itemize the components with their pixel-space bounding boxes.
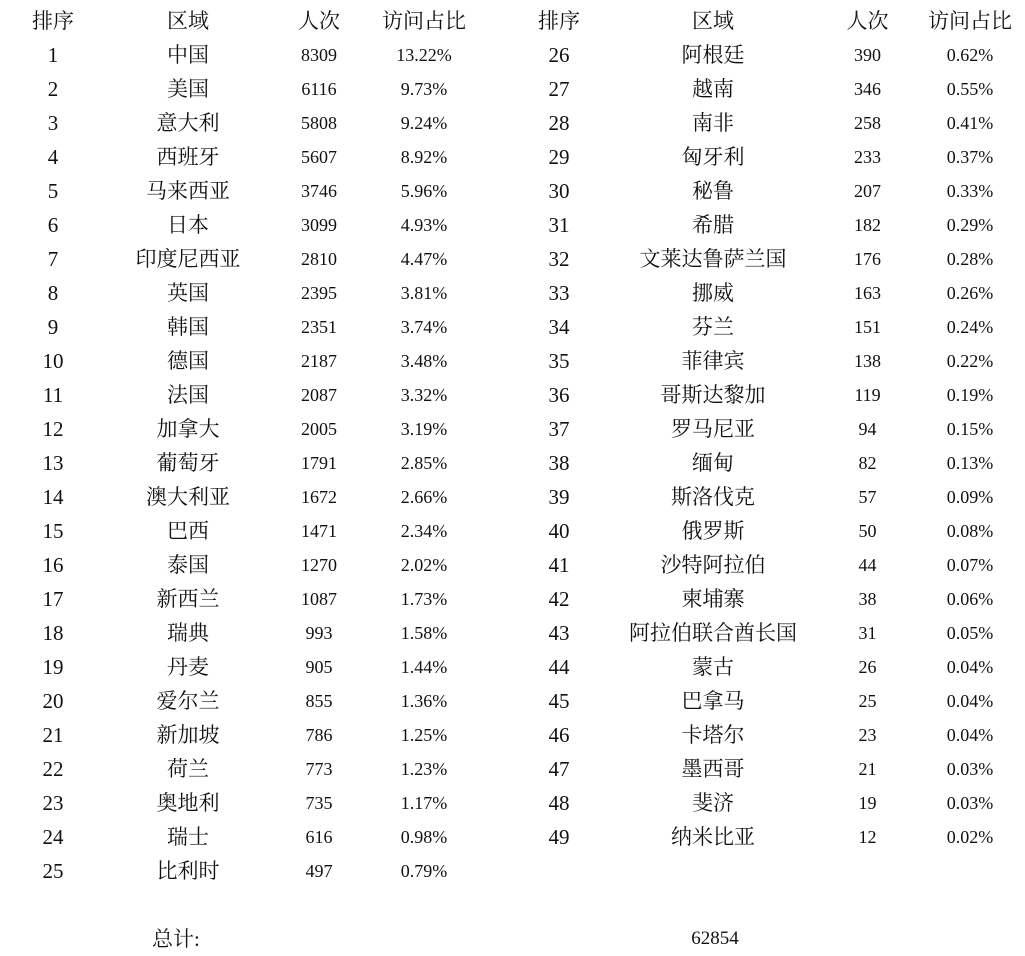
cell-share: 0.22% (946, 351, 994, 371)
cell-count: 773 (305, 759, 333, 779)
table-row (0, 820, 500, 854)
cell-share: 0.02% (946, 827, 994, 847)
cell-rank: 33 (548, 281, 570, 305)
cell-region: 中国 (167, 43, 209, 67)
cell-count: 346 (854, 79, 881, 99)
cell-count: 616 (305, 827, 333, 847)
cell-rank: 46 (548, 723, 570, 747)
table-row (0, 242, 500, 276)
left-table (0, 4, 500, 888)
table-row (505, 480, 1025, 514)
table-row (0, 106, 500, 140)
table-row (505, 446, 1025, 480)
cell-region: 马来西亚 (146, 179, 230, 203)
cell-share: 13.22% (396, 45, 452, 65)
cell-count: 2187 (301, 351, 337, 371)
cell-share: 4.93% (400, 215, 448, 235)
cell-rank: 47 (548, 757, 570, 781)
cell-share: 0.03% (946, 759, 994, 779)
table-row (505, 752, 1025, 786)
cell-count: 12 (858, 827, 877, 847)
cell-share: 0.09% (946, 487, 994, 507)
cell-rank: 48 (548, 791, 570, 815)
header-rank: 排序 (32, 9, 74, 33)
cell-count: 258 (854, 113, 881, 133)
cell-rank: 18 (42, 621, 64, 645)
cell-count: 138 (854, 351, 881, 371)
cell-region: 德国 (167, 349, 209, 373)
cell-share: 9.24% (400, 113, 448, 133)
cell-count: 57 (858, 487, 877, 507)
cell-region: 丹麦 (167, 655, 209, 679)
cell-share: 3.81% (400, 283, 448, 303)
cell-share: 5.96% (400, 181, 448, 201)
table-row (505, 344, 1025, 378)
cell-share: 0.04% (946, 725, 994, 745)
cell-region: 巴拿马 (681, 689, 745, 713)
cell-count: 207 (854, 181, 881, 201)
cell-region: 爱尔兰 (156, 689, 220, 713)
right-header-row (505, 4, 1025, 38)
cell-rank: 45 (548, 689, 570, 713)
cell-share: 1.17% (400, 793, 448, 813)
cell-rank: 3 (47, 111, 59, 135)
cell-region: 韩国 (167, 315, 209, 339)
cell-rank: 11 (42, 383, 64, 407)
cell-share: 1.44% (400, 657, 448, 677)
cell-region: 加拿大 (156, 417, 220, 441)
cell-rank: 12 (42, 417, 64, 441)
cell-region: 日本 (167, 213, 209, 237)
cell-share: 0.07% (946, 555, 994, 575)
table-row (0, 310, 500, 344)
cell-region: 文莱达鲁萨兰国 (639, 247, 787, 271)
cell-rank: 4 (47, 145, 59, 169)
cell-share: 1.25% (400, 725, 448, 745)
cell-region: 法国 (167, 383, 209, 407)
cell-rank: 5 (47, 179, 59, 203)
table-row (505, 38, 1025, 72)
cell-rank: 43 (548, 621, 570, 645)
table-row (0, 344, 500, 378)
table-row (0, 786, 500, 820)
cell-share: 2.66% (400, 487, 448, 507)
table-row (505, 548, 1025, 582)
cell-share: 0.24% (946, 317, 994, 337)
total-value: 62854 (691, 928, 739, 949)
cell-region: 匈牙利 (681, 145, 745, 169)
cell-count: 2087 (301, 385, 337, 405)
cell-count: 3746 (301, 181, 337, 201)
cell-count: 25 (858, 691, 877, 711)
cell-count: 855 (305, 691, 333, 711)
left-table-body (0, 38, 500, 888)
cell-rank: 29 (548, 145, 570, 169)
cell-share: 1.36% (400, 691, 448, 711)
cell-rank: 17 (42, 587, 64, 611)
cell-rank: 24 (42, 825, 64, 849)
cell-rank: 2 (47, 77, 59, 101)
cell-rank: 23 (42, 791, 64, 815)
cell-region: 新加坡 (156, 723, 220, 747)
cell-share: 8.92% (400, 147, 448, 167)
cell-count: 2810 (301, 249, 337, 269)
table-row (0, 616, 500, 650)
table-row (0, 378, 500, 412)
cell-share: 0.13% (946, 453, 994, 473)
cell-region: 英国 (167, 281, 209, 305)
cell-share: 3.19% (400, 419, 448, 439)
cell-rank: 1 (47, 43, 59, 67)
cell-count: 390 (854, 45, 881, 65)
table-row (505, 72, 1025, 106)
cell-count: 1791 (301, 453, 337, 473)
cell-count: 8309 (301, 45, 337, 65)
table-row (505, 310, 1025, 344)
table-row (505, 514, 1025, 548)
cell-region: 荷兰 (167, 757, 209, 781)
table-row (505, 650, 1025, 684)
cell-rank: 13 (42, 451, 64, 475)
cell-region: 巴西 (167, 519, 209, 543)
right-table (505, 4, 1025, 854)
cell-rank: 38 (548, 451, 570, 475)
table-row (505, 684, 1025, 718)
cell-share: 2.34% (400, 521, 448, 541)
cell-share: 1.58% (400, 623, 448, 643)
cell-region: 挪威 (692, 281, 734, 305)
cell-count: 497 (305, 861, 333, 881)
cell-region: 蒙古 (692, 655, 734, 679)
cell-share: 3.48% (400, 351, 448, 371)
cell-rank: 22 (42, 757, 64, 781)
table-row (0, 514, 500, 548)
cell-region: 新西兰 (156, 587, 220, 611)
table-row (0, 684, 500, 718)
cell-rank: 26 (548, 43, 570, 67)
cell-rank: 42 (548, 587, 570, 611)
table-row (0, 174, 500, 208)
table-row (505, 242, 1025, 276)
cell-count: 176 (854, 249, 881, 269)
cell-rank: 19 (42, 655, 64, 679)
header-rank: 排序 (538, 9, 580, 33)
cell-region: 意大利 (156, 111, 220, 135)
cell-rank: 25 (42, 859, 64, 883)
cell-rank: 32 (548, 247, 570, 271)
cell-region: 哥斯达黎加 (660, 383, 766, 407)
table-row (0, 582, 500, 616)
right-table-body (505, 38, 1025, 854)
cell-share: 0.26% (946, 283, 994, 303)
table-row (505, 616, 1025, 650)
cell-count: 5607 (301, 147, 337, 167)
cell-count: 82 (858, 453, 877, 473)
cell-count: 26 (858, 657, 877, 677)
cell-rank: 31 (548, 213, 570, 237)
cell-count: 3099 (301, 215, 337, 235)
table-row (0, 140, 500, 174)
cell-region: 比利时 (156, 859, 220, 883)
cell-rank: 39 (548, 485, 570, 509)
table-row (0, 412, 500, 446)
cell-region: 斐济 (692, 791, 734, 815)
total-label: 总计: (152, 927, 200, 951)
cell-region: 墨西哥 (681, 757, 745, 781)
cell-rank: 7 (47, 247, 59, 271)
table-row (0, 38, 500, 72)
cell-rank: 35 (548, 349, 570, 373)
table-row (505, 820, 1025, 854)
cell-count: 44 (858, 555, 877, 575)
table-row (0, 276, 500, 310)
cell-region: 奥地利 (156, 791, 220, 815)
cell-share: 1.73% (400, 589, 448, 609)
cell-rank: 37 (548, 417, 570, 441)
cell-count: 2351 (301, 317, 337, 337)
cell-region: 美国 (167, 77, 209, 101)
cell-region: 缅甸 (692, 451, 734, 475)
table-row (0, 208, 500, 242)
cell-region: 澳大利亚 (146, 485, 230, 509)
table-row (0, 752, 500, 786)
cell-share: 3.74% (400, 317, 448, 337)
cell-region: 纳米比亚 (671, 825, 755, 849)
cell-share: 0.33% (946, 181, 994, 201)
table-row (0, 480, 500, 514)
cell-count: 182 (854, 215, 881, 235)
cell-count: 1672 (301, 487, 337, 507)
cell-share: 0.41% (946, 113, 994, 133)
cell-count: 233 (854, 147, 881, 167)
cell-rank: 49 (548, 825, 570, 849)
cell-rank: 6 (47, 213, 59, 237)
cell-share: 2.02% (400, 555, 448, 575)
table-row (0, 446, 500, 480)
cell-share: 0.28% (946, 249, 994, 269)
cell-count: 38 (858, 589, 877, 609)
cell-rank: 8 (47, 281, 59, 305)
cell-region: 泰国 (167, 553, 209, 577)
cell-region: 越南 (692, 77, 734, 101)
left-header-row (0, 4, 500, 38)
cell-share: 0.79% (400, 861, 448, 881)
cell-region: 阿根廷 (681, 43, 745, 67)
cell-count: 786 (305, 725, 333, 745)
cell-count: 6116 (301, 79, 337, 99)
cell-share: 0.15% (946, 419, 994, 439)
cell-share: 0.29% (946, 215, 994, 235)
cell-share: 0.55% (946, 79, 994, 99)
cell-count: 2395 (301, 283, 337, 303)
header-share: 访问占比 (928, 9, 1012, 33)
table-row (0, 718, 500, 752)
table-row (0, 72, 500, 106)
cell-region: 瑞典 (167, 621, 209, 645)
cell-rank: 14 (42, 485, 64, 509)
cell-region: 斯洛伐克 (671, 485, 755, 509)
cell-region: 柬埔寨 (681, 587, 745, 611)
cell-share: 0.37% (946, 147, 994, 167)
table-row (505, 208, 1025, 242)
cell-rank: 41 (548, 553, 570, 577)
header-region: 区域 (167, 9, 209, 33)
cell-region: 秘鲁 (692, 179, 734, 203)
cell-rank: 30 (548, 179, 570, 203)
cell-share: 0.08% (946, 521, 994, 541)
cell-region: 菲律宾 (681, 349, 745, 373)
cell-share: 0.04% (946, 657, 994, 677)
cell-count: 2005 (301, 419, 337, 439)
cell-count: 94 (858, 419, 877, 439)
cell-share: 0.98% (400, 827, 448, 847)
cell-count: 993 (305, 623, 333, 643)
cell-region: 芬兰 (692, 315, 734, 339)
cell-share: 0.19% (946, 385, 994, 405)
cell-rank: 9 (47, 315, 59, 339)
cell-region: 葡萄牙 (156, 451, 220, 475)
cell-region: 希腊 (692, 213, 734, 237)
cell-rank: 10 (42, 349, 64, 373)
table-row (505, 174, 1025, 208)
cell-count: 1087 (301, 589, 337, 609)
table-row (505, 276, 1025, 310)
cell-rank: 44 (548, 655, 570, 679)
cell-rank: 20 (42, 689, 64, 713)
table-row (505, 140, 1025, 174)
cell-share: 0.04% (946, 691, 994, 711)
cell-share: 0.05% (946, 623, 994, 643)
table-row (0, 548, 500, 582)
table-row (505, 582, 1025, 616)
cell-count: 31 (858, 623, 877, 643)
cell-region: 俄罗斯 (681, 519, 745, 543)
cell-region: 沙特阿拉伯 (660, 553, 766, 577)
table-row (0, 854, 500, 888)
cell-count: 151 (854, 317, 881, 337)
cell-rank: 40 (548, 519, 570, 543)
cell-share: 3.32% (400, 385, 448, 405)
header-share: 访问占比 (382, 9, 466, 33)
cell-rank: 36 (548, 383, 570, 407)
cell-count: 1270 (301, 555, 337, 575)
cell-region: 罗马尼亚 (671, 417, 755, 441)
cell-rank: 34 (548, 315, 570, 339)
cell-count: 735 (305, 793, 333, 813)
cell-share: 0.06% (946, 589, 994, 609)
cell-rank: 21 (42, 723, 64, 747)
cell-count: 5808 (301, 113, 337, 133)
cell-count: 905 (305, 657, 333, 677)
cell-count: 1471 (301, 521, 337, 541)
cell-share: 1.23% (400, 759, 448, 779)
table-row (505, 106, 1025, 140)
cell-count: 50 (858, 521, 877, 541)
cell-count: 19 (858, 793, 877, 813)
cell-share: 0.62% (946, 45, 994, 65)
cell-rank: 16 (42, 553, 64, 577)
cell-share: 4.47% (400, 249, 448, 269)
table-row (0, 650, 500, 684)
cell-region: 印度尼西亚 (135, 247, 241, 271)
cell-count: 21 (858, 759, 877, 779)
table-row (505, 718, 1025, 752)
cell-region: 南非 (692, 111, 734, 135)
header-count: 人次 (846, 9, 889, 33)
cell-rank: 15 (42, 519, 64, 543)
cell-count: 23 (858, 725, 877, 745)
cell-count: 163 (854, 283, 881, 303)
cell-count: 119 (854, 385, 881, 405)
cell-rank: 28 (548, 111, 570, 135)
cell-region: 卡塔尔 (681, 723, 745, 747)
table-row (505, 786, 1025, 820)
cell-rank: 27 (548, 77, 570, 101)
cell-region: 瑞士 (167, 825, 209, 849)
cell-region: 阿拉伯联合酋长国 (629, 621, 797, 645)
table-row (505, 378, 1025, 412)
cell-region: 西班牙 (156, 145, 220, 169)
cell-share: 0.03% (946, 793, 994, 813)
table-row (505, 412, 1025, 446)
header-count: 人次 (298, 9, 340, 33)
header-region: 区域 (692, 9, 734, 33)
cell-share: 9.73% (400, 79, 448, 99)
cell-share: 2.85% (400, 453, 448, 473)
